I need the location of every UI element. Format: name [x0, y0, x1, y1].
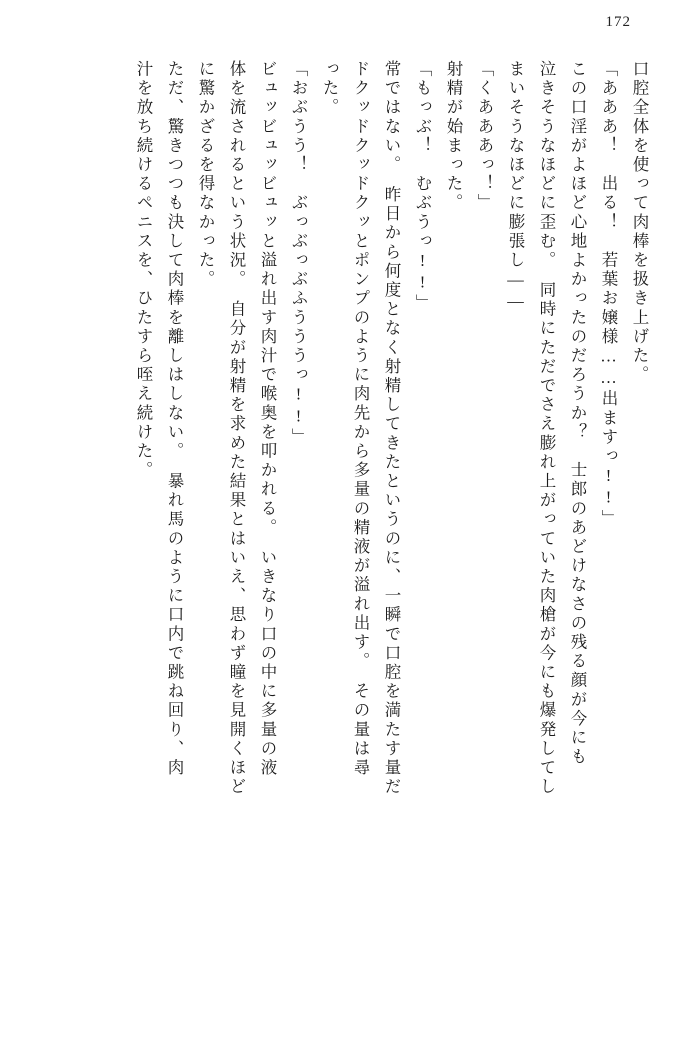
text-line: まいそうなほどに膨張し——	[506, 60, 525, 314]
text-line: ビュッビュッビュッと溢れ出す肉汁で喉奥を叩かれる。 いきなり口の中に多量の液	[258, 60, 277, 778]
text-line: ドクッドクッドクッとポンプのように肉先から多量の精液が溢れ出す。 その量は尋	[351, 60, 370, 778]
text-line: 汁を放ち続けるペニスを、ひたすら咥え続けた。	[134, 60, 153, 481]
vertical-text-block	[40, 60, 647, 1022]
text-line: この口淫がよほど心地よかったのだろうか？ 士郎のあどけなさの残る顔が今にも	[568, 60, 587, 767]
text-line: 口腔全体を使って肉棒を扱き上げた。	[630, 60, 649, 385]
text-line: 常ではない。 昨日から何度となく射精してきたというのに、一瞬で口腔を満たす量だ	[382, 60, 401, 797]
text-line: 「くあああっ！」	[475, 60, 494, 213]
text-line: 体を流されるという状況。 自分が射精を求めた結果とはいえ、思わず瞳を見開くほど	[227, 60, 246, 797]
text-line: に驚かざるを得なかった。	[196, 60, 215, 290]
text-line: 「おぶうう！ ぶっぶっぶふうううっ!!」	[289, 60, 308, 447]
text-line: 「もっぶ！ むぶうっ!!」	[413, 60, 432, 314]
text-line: ただ、驚きつつも決して肉棒を離しはしない。 暴れ馬のように口内で跳ね回り、肉	[165, 60, 184, 778]
page-number: 172	[605, 14, 631, 30]
text-line: 泣きそうなほどに歪む。 同時にただでさえ膨れ上がっていた肉槍が今にも爆発してし	[537, 60, 556, 797]
text-line: 「あああ！ 出る！ 若葉お嬢様……出ますっ!!」	[599, 60, 618, 529]
text-line: 射精が始まった。	[444, 60, 463, 213]
text-line: った。	[320, 60, 339, 118]
